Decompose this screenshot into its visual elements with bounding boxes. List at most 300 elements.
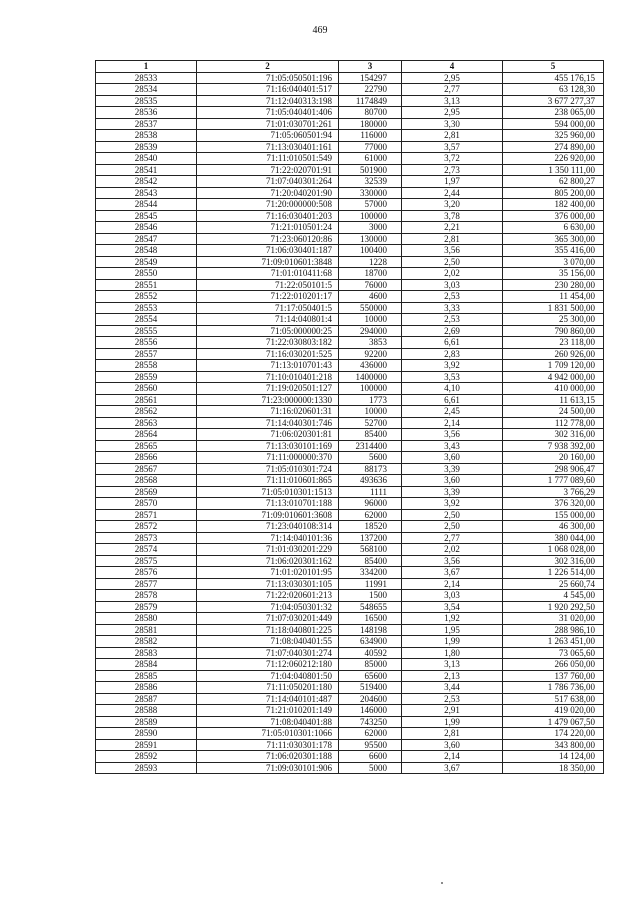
area-cell: 148198 bbox=[339, 624, 402, 636]
area-cell: 5000 bbox=[339, 762, 402, 774]
rate-cell: 1,99 bbox=[402, 636, 503, 648]
rate-cell: 2,81 bbox=[402, 130, 503, 142]
area-cell: 95500 bbox=[339, 739, 402, 751]
cadastral-number-cell: 71:11:010601:865 bbox=[197, 475, 339, 487]
value-cell: 380 044,00 bbox=[503, 532, 604, 544]
value-cell: 1 709 120,00 bbox=[503, 360, 604, 372]
rate-cell: 3,56 bbox=[402, 245, 503, 257]
value-cell: 62 800,27 bbox=[503, 176, 604, 188]
table-row bbox=[96, 624, 604, 636]
row-number-cell: 28537 bbox=[96, 118, 197, 130]
row-number-cell: 28533 bbox=[96, 72, 197, 84]
area-cell: 1111 bbox=[339, 486, 402, 498]
value-cell: 11 613,15 bbox=[503, 394, 604, 406]
cadastral-number-cell: 71:13:030101:169 bbox=[197, 440, 339, 452]
area-cell: 2314400 bbox=[339, 440, 402, 452]
table-row bbox=[96, 509, 604, 521]
rate-cell: 3,43 bbox=[402, 440, 503, 452]
table-row bbox=[96, 544, 604, 556]
row-number-cell: 28534 bbox=[96, 84, 197, 96]
table-row bbox=[96, 739, 604, 751]
table-row bbox=[96, 84, 604, 96]
cadastral-number-cell: 71:04:050301:32 bbox=[197, 601, 339, 613]
value-cell: 11 454,00 bbox=[503, 291, 604, 303]
value-cell: 155 000,00 bbox=[503, 509, 604, 521]
row-number-cell: 28556 bbox=[96, 337, 197, 349]
cadastral-number-cell: 71:16:030401:203 bbox=[197, 210, 339, 222]
cadastral-number-cell: 71:05:060501:94 bbox=[197, 130, 339, 142]
rate-cell: 2,95 bbox=[402, 72, 503, 84]
rate-cell: 4,10 bbox=[402, 383, 503, 395]
rate-cell: 3,33 bbox=[402, 302, 503, 314]
area-cell: 548655 bbox=[339, 601, 402, 613]
value-cell: 376 000,00 bbox=[503, 210, 604, 222]
cadastral-number-cell: 71:14:040801:4 bbox=[197, 314, 339, 326]
value-cell: 594 000,00 bbox=[503, 118, 604, 130]
rate-cell: 2,50 bbox=[402, 256, 503, 268]
table-row bbox=[96, 394, 604, 406]
cadastral-number-cell: 71:07:040301:274 bbox=[197, 647, 339, 659]
rate-cell: 2,13 bbox=[402, 670, 503, 682]
area-cell: 52700 bbox=[339, 417, 402, 429]
cadastral-number-cell: 71:09:030101:906 bbox=[197, 762, 339, 774]
row-number-cell: 28559 bbox=[96, 371, 197, 383]
table-row bbox=[96, 233, 604, 245]
row-number-cell: 28589 bbox=[96, 716, 197, 728]
row-number-cell: 28539 bbox=[96, 141, 197, 153]
cadastral-number-cell: 71:13:030401:161 bbox=[197, 141, 339, 153]
rate-cell: 2,14 bbox=[402, 578, 503, 590]
value-cell: 137 760,00 bbox=[503, 670, 604, 682]
cadastral-number-cell: 71:05:040401:406 bbox=[197, 107, 339, 119]
area-cell: 3853 bbox=[339, 337, 402, 349]
cadastral-number-cell: 71:09:010601:3608 bbox=[197, 509, 339, 521]
area-cell: 493636 bbox=[339, 475, 402, 487]
rate-cell: 2,81 bbox=[402, 233, 503, 245]
cadastral-number-cell: 71:21:010201:149 bbox=[197, 705, 339, 717]
table-row bbox=[96, 647, 604, 659]
area-cell: 80700 bbox=[339, 107, 402, 119]
cadastral-number-cell: 71:01:030201:229 bbox=[197, 544, 339, 556]
rate-cell: 6,61 bbox=[402, 394, 503, 406]
rate-cell: 3,60 bbox=[402, 452, 503, 464]
rate-cell: 2,81 bbox=[402, 728, 503, 740]
area-cell: 1773 bbox=[339, 394, 402, 406]
row-number-cell: 28579 bbox=[96, 601, 197, 613]
table-row bbox=[96, 371, 604, 383]
area-cell: 92200 bbox=[339, 348, 402, 360]
value-cell: 1 831 500,00 bbox=[503, 302, 604, 314]
row-number-cell: 28547 bbox=[96, 233, 197, 245]
row-number-cell: 28592 bbox=[96, 751, 197, 763]
value-cell: 517 638,00 bbox=[503, 693, 604, 705]
row-number-cell: 28545 bbox=[96, 210, 197, 222]
rate-cell: 3,20 bbox=[402, 199, 503, 211]
row-number-cell: 28560 bbox=[96, 383, 197, 395]
cadastral-number-cell: 71:05:000000:25 bbox=[197, 325, 339, 337]
rate-cell: 3,60 bbox=[402, 475, 503, 487]
area-cell: 16500 bbox=[339, 613, 402, 625]
cadastral-number-cell: 71:11:050201:180 bbox=[197, 682, 339, 694]
value-cell: 302 316,00 bbox=[503, 555, 604, 567]
row-number-cell: 28583 bbox=[96, 647, 197, 659]
table-row bbox=[96, 728, 604, 740]
cadastral-number-cell: 71:21:010501:24 bbox=[197, 222, 339, 234]
cadastral-number-cell: 71:20:040201:90 bbox=[197, 187, 339, 199]
value-cell: 266 050,00 bbox=[503, 659, 604, 671]
value-cell: 112 778,00 bbox=[503, 417, 604, 429]
table-row bbox=[96, 429, 604, 441]
value-cell: 25 660,74 bbox=[503, 578, 604, 590]
cadastral-number-cell: 71:20:000000:508 bbox=[197, 199, 339, 211]
table-row bbox=[96, 716, 604, 728]
cadastral-number-cell: 71:05:010301:1513 bbox=[197, 486, 339, 498]
value-cell: 226 920,00 bbox=[503, 153, 604, 165]
table-row bbox=[96, 360, 604, 372]
area-cell: 1174849 bbox=[339, 95, 402, 107]
row-number-cell: 28541 bbox=[96, 164, 197, 176]
row-number-cell: 28578 bbox=[96, 590, 197, 602]
cadastral-number-cell: 71:22:050101:5 bbox=[197, 279, 339, 291]
rate-cell: 3,39 bbox=[402, 463, 503, 475]
row-number-cell: 28567 bbox=[96, 463, 197, 475]
cadastral-number-cell: 71:01:010411:68 bbox=[197, 268, 339, 280]
table-row bbox=[96, 601, 604, 613]
area-cell: 85000 bbox=[339, 659, 402, 671]
area-cell: 130000 bbox=[339, 233, 402, 245]
cadastral-number-cell: 71:11:030301:178 bbox=[197, 739, 339, 751]
value-cell: 20 160,00 bbox=[503, 452, 604, 464]
rate-cell: 1,92 bbox=[402, 613, 503, 625]
rate-cell: 2,14 bbox=[402, 417, 503, 429]
table-row bbox=[96, 532, 604, 544]
rate-cell: 3,53 bbox=[402, 371, 503, 383]
value-cell: 24 500,00 bbox=[503, 406, 604, 418]
table-row bbox=[96, 578, 604, 590]
value-cell: 1 263 451,00 bbox=[503, 636, 604, 648]
row-number-cell: 28584 bbox=[96, 659, 197, 671]
cadastral-number-cell: 71:16:020601:31 bbox=[197, 406, 339, 418]
row-number-cell: 28535 bbox=[96, 95, 197, 107]
table-row bbox=[96, 693, 604, 705]
cadastral-number-cell: 71:12:060212:180 bbox=[197, 659, 339, 671]
row-number-cell: 28588 bbox=[96, 705, 197, 717]
value-cell: 260 926,00 bbox=[503, 348, 604, 360]
cadastral-number-cell: 71:10:010401:218 bbox=[197, 371, 339, 383]
value-cell: 6 630,00 bbox=[503, 222, 604, 234]
row-number-cell: 28561 bbox=[96, 394, 197, 406]
cadastral-number-cell: 71:04:040801:50 bbox=[197, 670, 339, 682]
value-cell: 18 350,00 bbox=[503, 762, 604, 774]
area-cell: 85400 bbox=[339, 429, 402, 441]
value-cell: 365 300,00 bbox=[503, 233, 604, 245]
row-number-cell: 28566 bbox=[96, 452, 197, 464]
table-row bbox=[96, 314, 604, 326]
cadastral-number-cell: 71:22:020601:213 bbox=[197, 590, 339, 602]
value-cell: 1 479 067,50 bbox=[503, 716, 604, 728]
row-number-cell: 28569 bbox=[96, 486, 197, 498]
cadastral-number-cell: 71:14:040301:746 bbox=[197, 417, 339, 429]
value-cell: 274 890,00 bbox=[503, 141, 604, 153]
area-cell: 3000 bbox=[339, 222, 402, 234]
cadastral-number-cell: 71:17:050401:5 bbox=[197, 302, 339, 314]
cadastral-number-cell: 71:23:000000:1330 bbox=[197, 394, 339, 406]
row-number-cell: 28591 bbox=[96, 739, 197, 751]
row-number-cell: 28587 bbox=[96, 693, 197, 705]
area-cell: 6600 bbox=[339, 751, 402, 763]
rate-cell: 3,03 bbox=[402, 279, 503, 291]
row-number-cell: 28555 bbox=[96, 325, 197, 337]
value-cell: 1 920 292,50 bbox=[503, 601, 604, 613]
area-cell: 154297 bbox=[339, 72, 402, 84]
value-cell: 4 942 000,00 bbox=[503, 371, 604, 383]
value-cell: 182 400,00 bbox=[503, 199, 604, 211]
table-row bbox=[96, 498, 604, 510]
area-cell: 40592 bbox=[339, 647, 402, 659]
cadastral-number-cell: 71:19:020501:127 bbox=[197, 383, 339, 395]
value-cell: 298 906,47 bbox=[503, 463, 604, 475]
row-number-cell: 28571 bbox=[96, 509, 197, 521]
table-row bbox=[96, 187, 604, 199]
cadastral-number-cell: 71:06:020301:188 bbox=[197, 751, 339, 763]
value-cell: 35 156,00 bbox=[503, 268, 604, 280]
table-row bbox=[96, 406, 604, 418]
area-cell: 57000 bbox=[339, 199, 402, 211]
rate-cell: 2,50 bbox=[402, 509, 503, 521]
cadastral-number-cell: 71:07:040301:264 bbox=[197, 176, 339, 188]
rate-cell: 2,02 bbox=[402, 268, 503, 280]
area-cell: 76000 bbox=[339, 279, 402, 291]
cadastral-number-cell: 71:11:010501:549 bbox=[197, 153, 339, 165]
area-cell: 294000 bbox=[339, 325, 402, 337]
value-cell: 1 786 736,00 bbox=[503, 682, 604, 694]
rate-cell: 2,91 bbox=[402, 705, 503, 717]
cadastral-number-cell: 71:18:040801:225 bbox=[197, 624, 339, 636]
rate-cell: 2,83 bbox=[402, 348, 503, 360]
rate-cell: 3,39 bbox=[402, 486, 503, 498]
value-cell: 238 065,00 bbox=[503, 107, 604, 119]
table-row bbox=[96, 279, 604, 291]
area-cell: 77000 bbox=[339, 141, 402, 153]
table-row bbox=[96, 440, 604, 452]
rate-cell: 3,78 bbox=[402, 210, 503, 222]
rate-cell: 3,13 bbox=[402, 659, 503, 671]
row-number-cell: 28563 bbox=[96, 417, 197, 429]
cadastral-number-cell: 71:05:050501:196 bbox=[197, 72, 339, 84]
rate-cell: 3,57 bbox=[402, 141, 503, 153]
area-cell: 436000 bbox=[339, 360, 402, 372]
table-row bbox=[96, 199, 604, 211]
rate-cell: 2,53 bbox=[402, 314, 503, 326]
row-number-cell: 28536 bbox=[96, 107, 197, 119]
row-number-cell: 28554 bbox=[96, 314, 197, 326]
value-cell: 46 300,00 bbox=[503, 521, 604, 533]
table-row bbox=[96, 463, 604, 475]
row-number-cell: 28572 bbox=[96, 521, 197, 533]
rate-cell: 2,53 bbox=[402, 693, 503, 705]
row-number-cell: 28576 bbox=[96, 567, 197, 579]
row-number-cell: 28553 bbox=[96, 302, 197, 314]
value-cell: 419 020,00 bbox=[503, 705, 604, 717]
table-row bbox=[96, 107, 604, 119]
table-body bbox=[96, 72, 604, 774]
cadastral-number-cell: 71:14:040101:487 bbox=[197, 693, 339, 705]
value-cell: 3 070,00 bbox=[503, 256, 604, 268]
value-cell: 3 677 277,37 bbox=[503, 95, 604, 107]
rate-cell: 3,56 bbox=[402, 429, 503, 441]
rate-cell: 3,72 bbox=[402, 153, 503, 165]
value-cell: 73 065,60 bbox=[503, 647, 604, 659]
table-row bbox=[96, 268, 604, 280]
area-cell: 96000 bbox=[339, 498, 402, 510]
cadastral-number-cell: 71:22:010201:17 bbox=[197, 291, 339, 303]
value-cell: 455 176,15 bbox=[503, 72, 604, 84]
value-cell: 410 000,00 bbox=[503, 383, 604, 395]
area-cell: 634900 bbox=[339, 636, 402, 648]
row-number-cell: 28565 bbox=[96, 440, 197, 452]
row-number-cell: 28544 bbox=[96, 199, 197, 211]
area-cell: 22790 bbox=[339, 84, 402, 96]
table-row bbox=[96, 348, 604, 360]
rate-cell: 3,67 bbox=[402, 762, 503, 774]
area-cell: 10000 bbox=[339, 314, 402, 326]
area-cell: 1500 bbox=[339, 590, 402, 602]
table-row bbox=[96, 521, 604, 533]
row-number-cell: 28590 bbox=[96, 728, 197, 740]
rate-cell: 1,95 bbox=[402, 624, 503, 636]
row-number-cell: 28546 bbox=[96, 222, 197, 234]
row-number-cell: 28543 bbox=[96, 187, 197, 199]
table-row bbox=[96, 291, 604, 303]
row-number-cell: 28542 bbox=[96, 176, 197, 188]
cadastral-number-cell: 71:01:030701:261 bbox=[197, 118, 339, 130]
area-cell: 65600 bbox=[339, 670, 402, 682]
table-row bbox=[96, 383, 604, 395]
area-cell: 18700 bbox=[339, 268, 402, 280]
rate-cell: 2,69 bbox=[402, 325, 503, 337]
area-cell: 11991 bbox=[339, 578, 402, 590]
value-cell: 325 960,00 bbox=[503, 130, 604, 142]
cadastral-number-cell: 71:08:040401:55 bbox=[197, 636, 339, 648]
cadastral-number-cell: 71:09:010601:3848 bbox=[197, 256, 339, 268]
cadastral-number-cell: 71:06:020301:81 bbox=[197, 429, 339, 441]
area-cell: 88173 bbox=[339, 463, 402, 475]
row-number-cell: 28548 bbox=[96, 245, 197, 257]
table-row bbox=[96, 337, 604, 349]
table-row bbox=[96, 452, 604, 464]
value-cell: 25 300,00 bbox=[503, 314, 604, 326]
row-number-cell: 28551 bbox=[96, 279, 197, 291]
area-cell: 116000 bbox=[339, 130, 402, 142]
cadastral-number-cell: 71:12:040313:198 bbox=[197, 95, 339, 107]
cadastral-number-cell: 71:07:030201:449 bbox=[197, 613, 339, 625]
cadastral-number-cell: 71:14:040101:36 bbox=[197, 532, 339, 544]
area-cell: 146000 bbox=[339, 705, 402, 717]
page-number: 469 bbox=[312, 25, 328, 36]
cadastral-number-cell: 71:16:040401:517 bbox=[197, 84, 339, 96]
table-row bbox=[96, 118, 604, 130]
table-row bbox=[96, 95, 604, 107]
table-row bbox=[96, 567, 604, 579]
row-number-cell: 28585 bbox=[96, 670, 197, 682]
table-row bbox=[96, 486, 604, 498]
row-number-cell: 28549 bbox=[96, 256, 197, 268]
cadastral-number-cell: 71:05:010301:1066 bbox=[197, 728, 339, 740]
value-cell: 1 777 089,60 bbox=[503, 475, 604, 487]
table-row bbox=[96, 153, 604, 165]
column-header-1: 1 bbox=[96, 61, 197, 73]
row-number-cell: 28538 bbox=[96, 130, 197, 142]
table-row bbox=[96, 705, 604, 717]
value-cell: 790 860,00 bbox=[503, 325, 604, 337]
table-row bbox=[96, 670, 604, 682]
column-header-5: 5 bbox=[503, 61, 604, 73]
table-row bbox=[96, 164, 604, 176]
area-cell: 18520 bbox=[339, 521, 402, 533]
column-header-3: 3 bbox=[339, 61, 402, 73]
area-cell: 743250 bbox=[339, 716, 402, 728]
rate-cell: 3,92 bbox=[402, 498, 503, 510]
table-row bbox=[96, 751, 604, 763]
value-cell: 1 350 111,00 bbox=[503, 164, 604, 176]
row-number-cell: 28562 bbox=[96, 406, 197, 418]
area-cell: 501900 bbox=[339, 164, 402, 176]
cadastral-number-cell: 71:22:030803:182 bbox=[197, 337, 339, 349]
row-number-cell: 28593 bbox=[96, 762, 197, 774]
value-cell: 805 200,00 bbox=[503, 187, 604, 199]
rate-cell: 2,50 bbox=[402, 521, 503, 533]
rate-cell: 2,77 bbox=[402, 532, 503, 544]
cadastral-number-cell: 71:13:030301:105 bbox=[197, 578, 339, 590]
row-number-cell: 28575 bbox=[96, 555, 197, 567]
value-cell: 14 124,00 bbox=[503, 751, 604, 763]
row-number-cell: 28573 bbox=[96, 532, 197, 544]
value-cell: 7 938 392,00 bbox=[503, 440, 604, 452]
rate-cell: 3,13 bbox=[402, 95, 503, 107]
rate-cell: 3,67 bbox=[402, 567, 503, 579]
table-row bbox=[96, 130, 604, 142]
row-number-cell: 28574 bbox=[96, 544, 197, 556]
value-cell: 288 986,10 bbox=[503, 624, 604, 636]
table-row bbox=[96, 72, 604, 84]
table-row bbox=[96, 682, 604, 694]
table-row bbox=[96, 245, 604, 257]
row-number-cell: 28552 bbox=[96, 291, 197, 303]
cadastral-number-cell: 71:16:030201:525 bbox=[197, 348, 339, 360]
table-row bbox=[96, 256, 604, 268]
row-number-cell: 28580 bbox=[96, 613, 197, 625]
area-cell: 100000 bbox=[339, 383, 402, 395]
area-cell: 85400 bbox=[339, 555, 402, 567]
cadastral-number-cell: 71:06:030401:187 bbox=[197, 245, 339, 257]
rate-cell: 2,45 bbox=[402, 406, 503, 418]
rate-cell: 3,60 bbox=[402, 739, 503, 751]
table-row bbox=[96, 325, 604, 337]
rate-cell: 3,03 bbox=[402, 590, 503, 602]
rate-cell: 3,44 bbox=[402, 682, 503, 694]
area-cell: 137200 bbox=[339, 532, 402, 544]
value-cell: 31 020,00 bbox=[503, 613, 604, 625]
cadastral-number-cell: 71:05:010301:724 bbox=[197, 463, 339, 475]
value-cell: 230 280,00 bbox=[503, 279, 604, 291]
area-cell: 180000 bbox=[339, 118, 402, 130]
area-cell: 62000 bbox=[339, 509, 402, 521]
row-number-cell: 28582 bbox=[96, 636, 197, 648]
value-cell: 302 316,00 bbox=[503, 429, 604, 441]
cadastral-value-table bbox=[95, 60, 604, 774]
row-number-cell: 28558 bbox=[96, 360, 197, 372]
rate-cell: 1,97 bbox=[402, 176, 503, 188]
